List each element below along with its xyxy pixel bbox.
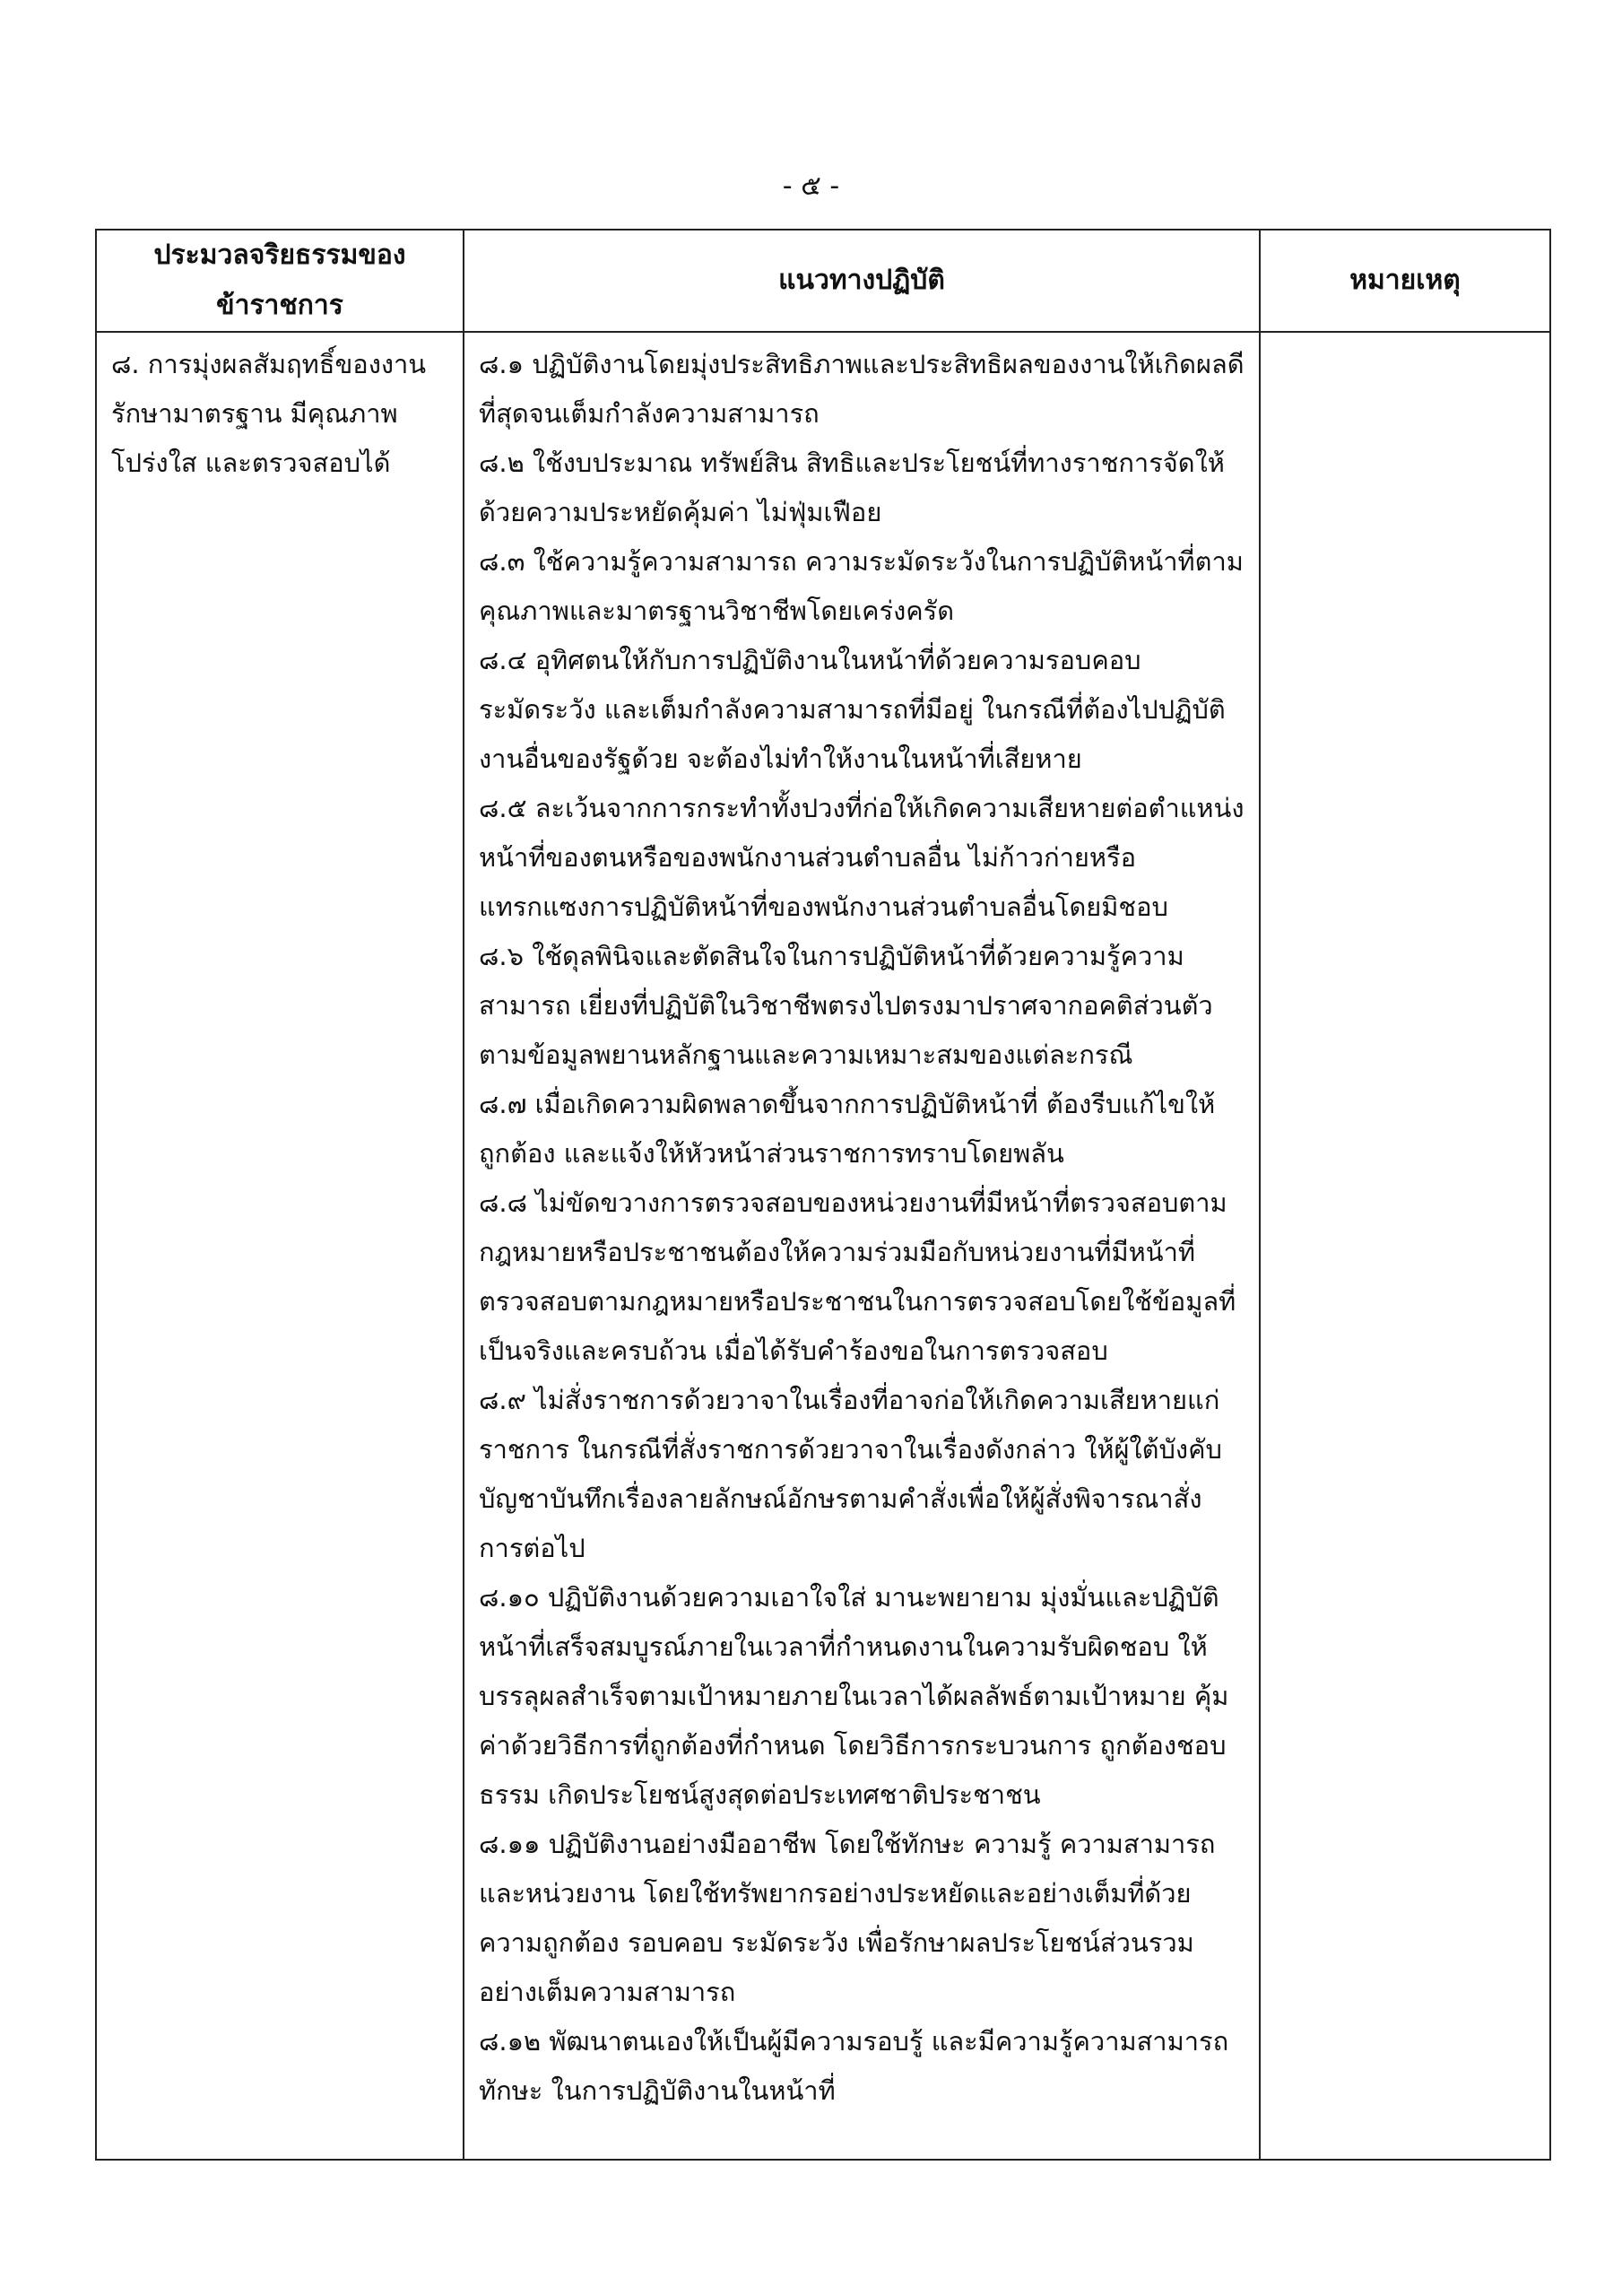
header-principal: ประมวลจริยธรรมของข้าราชการ [96,230,464,332]
guideline-8-1: ๘.๑ ปฏิบัติงานโดยมุ่งประสิทธิภาพและประสิทธิผลของงานให้เกิดผลดีที่สุดจนเต็มกำลังความสามารถ [479,349,1245,429]
guideline-8-10: ๘.๑๐ ปฏิบัติงานด้วยความเอาใจใส่ มานะพยายาม มุ่งมั่นและปฏิบัติหน้าที่เสร็จสมบูรณ์ภายในเวลาที่กำหนดงานในความรับผิดชอบ ให้บรรลุผลสำเร็จตามเป้าหมายภายในเวลาได้ผลลัพธ์ตามเป้าหมาย คุ้มค่าด้วยวิธีการที่ถูกต้องที่กำหนด โดยวิธีการกระบวนการ ถูกต้องชอบธรรม เกิดประโยชน์สูงสุดต่อประเทศชาติประชาชน [479,1582,1229,1810]
guideline-8-6: ๘.๖ ใช้ดุลพินิจและตัดสินใจในการปฏิบัติหน้าที่ด้วยความรู้ความสามารถ เยี่ยงที่ปฏิบัติในวิชาชีพตรงไปตรงมาปราศจากอคติส่วนตัว ตามข้อมูลพยานหลักฐานและความเหมาะสมของแต่ละกรณี [479,941,1213,1070]
guideline-8-5: ๘.๕ ละเว้นจากการกระทำทั้งปวงที่ก่อให้เกิดความเสียหายต่อตำแหน่งหน้าที่ของตนหรือของพนักงานส่วนตำบลอื่น ไม่ก้าวก่ายหรือแทรกแซงการปฏิบัติหน้าที่ของพนักงานส่วนตำบลอื่นโดยมิชอบ [479,793,1245,922]
guideline-8-2: ๘.๒ ใช้งบประมาณ ทรัพย์สิน สิทธิและประโยชน์ที่ทางราชการจัดให้ ด้วยความประหยัดคุ้มค่า ไม่ฟุ่มเฟือย [479,448,1225,527]
ethics-guideline-table [95,229,1551,2161]
header-guidelines: แนวทางปฏิบัติ [464,230,1260,332]
guideline-8-9: ๘.๙ ไม่สั่งราชการด้วยวาจาในเรื่องที่อาจก่อให้เกิดความเสียหายแก่ราชการ ในกรณีที่สั่งราชการด้วยวาจาในเรื่องดังกล่าว ให้ผู้ใต้บังคับบัญชาบันทึกเรื่องลายลักษณ์อักษรตามคำสั่งเพื่อให้ผู้สั่งพิจารณาสั่งการต่อไป [479,1385,1222,1563]
guideline-8-8: ๘.๘ ไม่ขัดขวางการตรวจสอบของหน่วยงานที่มีหน้าที่ตรวจสอบตามกฎหมายหรือประชาชนต้องให้ความร่วมมือกับหน่วยงานที่มีหน้าที่ตรวจสอบตามกฎหมายหรือประชาชนในการตรวจสอบโดยใช้ข้อมูลที่เป็นจริงและครบถ้วน เมื่อได้รับคำร้องขอในการตรวจสอบ [479,1187,1236,1366]
table-header-row [96,230,1550,332]
remark-cell [1260,332,1550,2160]
guideline-8-3: ๘.๓ ใช้ความรู้ความสามารถ ความระมัดระวังในการปฏิบัติหน้าที่ตามคุณภาพและมาตรฐานวิชาชีพโดยเคร่งครัด [479,546,1244,626]
principal-cell: ๘. การมุ่งผลสัมฤทธิ์ของงาน รักษามาตรฐาน มีคุณภาพ โปร่งใส และตรวจสอบได้ [96,332,464,2160]
guideline-8-7: ๘.๗ เมื่อเกิดความผิดพลาดขึ้นจากการปฏิบัติหน้าที่ ต้องรีบแก้ไขให้ถูกต้อง และแจ้งให้หัวหน้าส่วนราชการทราบโดยพลัน [479,1089,1216,1169]
guideline-8-4: ๘.๔ อุทิศตนให้กับการปฏิบัติงานในหน้าที่ด้วยความรอบคอบ ระมัดระวัง และเต็มกำลังความสามารถที่มีอยู่ ในกรณีที่ต้องไปปฏิบัติงานอื่นของรัฐด้วย จะต้องไม่ทำให้งานในหน้าที่เสียหาย [479,645,1226,774]
page-number: - ๕ - [782,170,840,202]
guideline-8-11: ๘.๑๑ ปฏิบัติงานอย่างมืออาชีพ โดยใช้ทักษะ ความรู้ ความสามารถและหน่วยงาน โดยใช้ทรัพยากรอย่างประหยัดและอย่างเต็มที่ด้วยความถูกต้อง รอบคอบ ระมัดระวัง เพื่อรักษาผลประโยชน์ส่วนรวมอย่างเต็มความสามารถ [479,1829,1216,2007]
header-remark: หมายเหตุ [1260,230,1550,332]
table-row [96,332,1550,2160]
guidelines-cell [464,332,1260,2160]
guideline-8-12: ๘.๑๒ พัฒนาตนเองให้เป็นผู้มีความรอบรู้ และมีความรู้ความสามารถทักษะ ในการปฏิบัติงานในหน้าที่ [479,2026,1229,2106]
